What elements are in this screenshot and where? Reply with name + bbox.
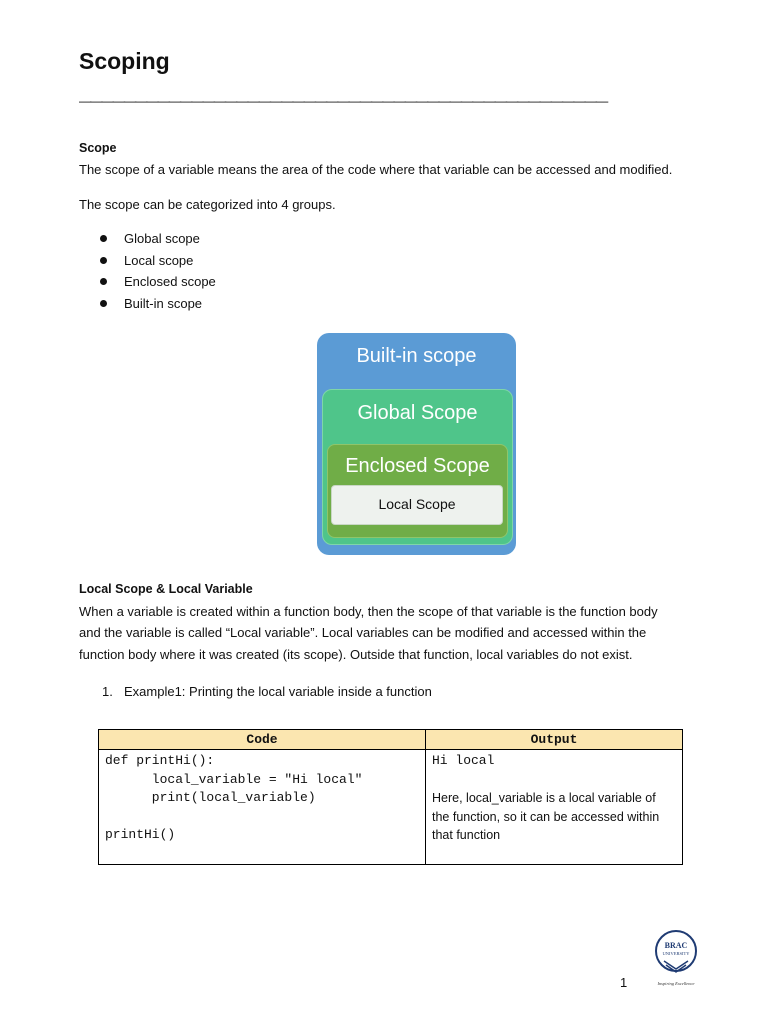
table-row bbox=[99, 750, 683, 865]
local-scope-label: Local Scope bbox=[378, 496, 456, 512]
list-item bbox=[100, 228, 216, 250]
local-scope-line-3: function body where it was created (its scope). Outside that function, local variables do not exist. bbox=[79, 647, 633, 662]
scope-heading: Scope bbox=[79, 141, 117, 155]
scope-diagram bbox=[317, 333, 516, 555]
code-line: printHi() bbox=[105, 827, 176, 842]
svg-text:BRAC: BRAC bbox=[664, 941, 688, 950]
local-scope-heading: Local Scope & Local Variable bbox=[79, 582, 253, 596]
code-cell bbox=[99, 750, 426, 865]
example-table bbox=[98, 729, 683, 865]
scope-list bbox=[100, 228, 216, 314]
title-underline: _______________________________________________ bbox=[79, 82, 608, 104]
bullet-icon bbox=[100, 300, 107, 307]
list-item bbox=[100, 250, 216, 272]
list-item-label: Built-in scope bbox=[124, 295, 203, 311]
scope-categorized-text: The scope can be categorized into 4 groups. bbox=[79, 197, 336, 212]
output-value: Hi local bbox=[432, 753, 495, 768]
list-item bbox=[100, 271, 216, 293]
list-item-label: Local scope bbox=[124, 252, 194, 268]
page-number: 1 bbox=[620, 975, 628, 990]
local-scope-line-2: and the variable is called “Local variable”. Local variables can be modified and accessed within the bbox=[79, 625, 647, 640]
example-number: 1. bbox=[102, 684, 113, 699]
output-note: Here, local_variable is a local variable of the function, so it can be accessed within that function bbox=[432, 791, 660, 842]
code-line bbox=[105, 808, 419, 827]
university-crest-icon bbox=[644, 927, 708, 989]
code-line: print(local_variable) bbox=[105, 790, 316, 805]
bullet-icon bbox=[100, 235, 107, 242]
local-scope-box bbox=[331, 485, 503, 525]
code-header: Code bbox=[99, 730, 426, 750]
code-line: def printHi(): bbox=[105, 753, 215, 768]
svg-text:Inspiring Excellence: Inspiring Excellence bbox=[657, 981, 695, 986]
brac-university-logo bbox=[644, 927, 708, 989]
enclosed-scope-label: Enclosed Scope bbox=[345, 455, 490, 477]
local-scope-line-1: When a variable is created within a function body, then the scope of that variable is the function body bbox=[79, 604, 658, 619]
page-title: Scoping bbox=[79, 48, 170, 74]
list-item-label: Global scope bbox=[124, 231, 200, 246]
list-item bbox=[100, 293, 216, 315]
output-header: Output bbox=[426, 730, 683, 750]
output-cell bbox=[426, 750, 683, 865]
list-item-label: Enclosed scope bbox=[124, 274, 216, 289]
code-line: local_variable = "Hi local" bbox=[105, 771, 363, 787]
example-title: Example1: Printing the local variable inside a function bbox=[124, 684, 432, 699]
svg-text:UNIVERSITY: UNIVERSITY bbox=[662, 951, 690, 956]
bullet-icon bbox=[100, 278, 107, 285]
bullet-icon bbox=[100, 257, 107, 264]
scope-definition: The scope of a variable means the area of the code where that variable can be accessed and modified. bbox=[79, 162, 673, 177]
builtin-scope-label: Built-in scope bbox=[356, 345, 477, 367]
global-scope-label: Global Scope bbox=[357, 402, 478, 424]
